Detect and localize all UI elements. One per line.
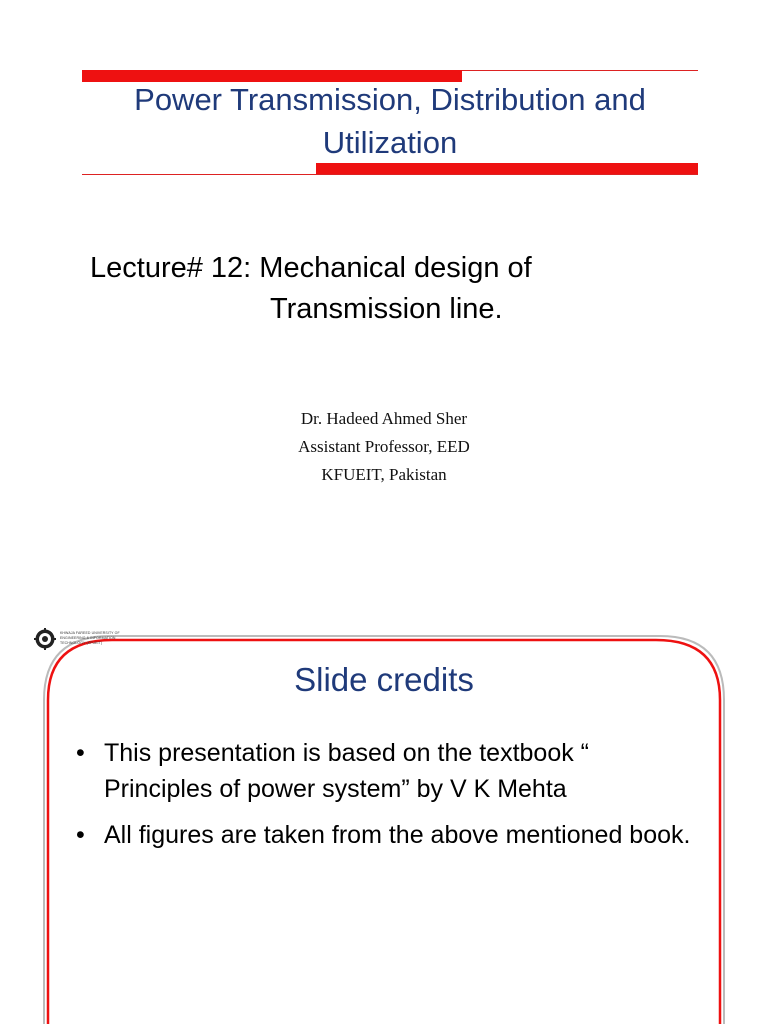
bullet-dot: • xyxy=(76,821,85,849)
logo-text-line: ENGINEERING & INFORMATION xyxy=(60,636,116,640)
bullet-dot: • xyxy=(76,739,85,767)
course-title: Power Transmission, Distribution and Utilization xyxy=(134,82,646,160)
author-name: Dr. Hadeed Ahmed Sher xyxy=(300,409,468,428)
slide-credits-title: Slide credits xyxy=(294,661,474,698)
author-affiliation: KFUEIT, Pakistan xyxy=(321,465,447,484)
lecture-line-2: Transmission line. xyxy=(270,293,503,325)
list-item xyxy=(76,817,696,853)
lecture-line-1: Lecture# 12: Mechanical design of xyxy=(90,252,532,284)
credits-bullet-list xyxy=(76,735,696,863)
bullet-text: This presentation is based on the textbook “ Principles of power system” by V K Mehta xyxy=(104,739,590,803)
university-logo-text xyxy=(60,631,130,646)
university-logo-icon xyxy=(34,628,56,650)
bullet-text: All figures are taken from the above mentioned book. xyxy=(104,821,691,849)
author-role: Assistant Professor, EED xyxy=(298,437,470,456)
list-item xyxy=(76,735,696,807)
logo-text-line: KHWAJA FAREED UNIVERSITY OF xyxy=(60,631,120,635)
logo-text-line: TECHNOLOGY (KFUEIT) xyxy=(60,641,103,645)
